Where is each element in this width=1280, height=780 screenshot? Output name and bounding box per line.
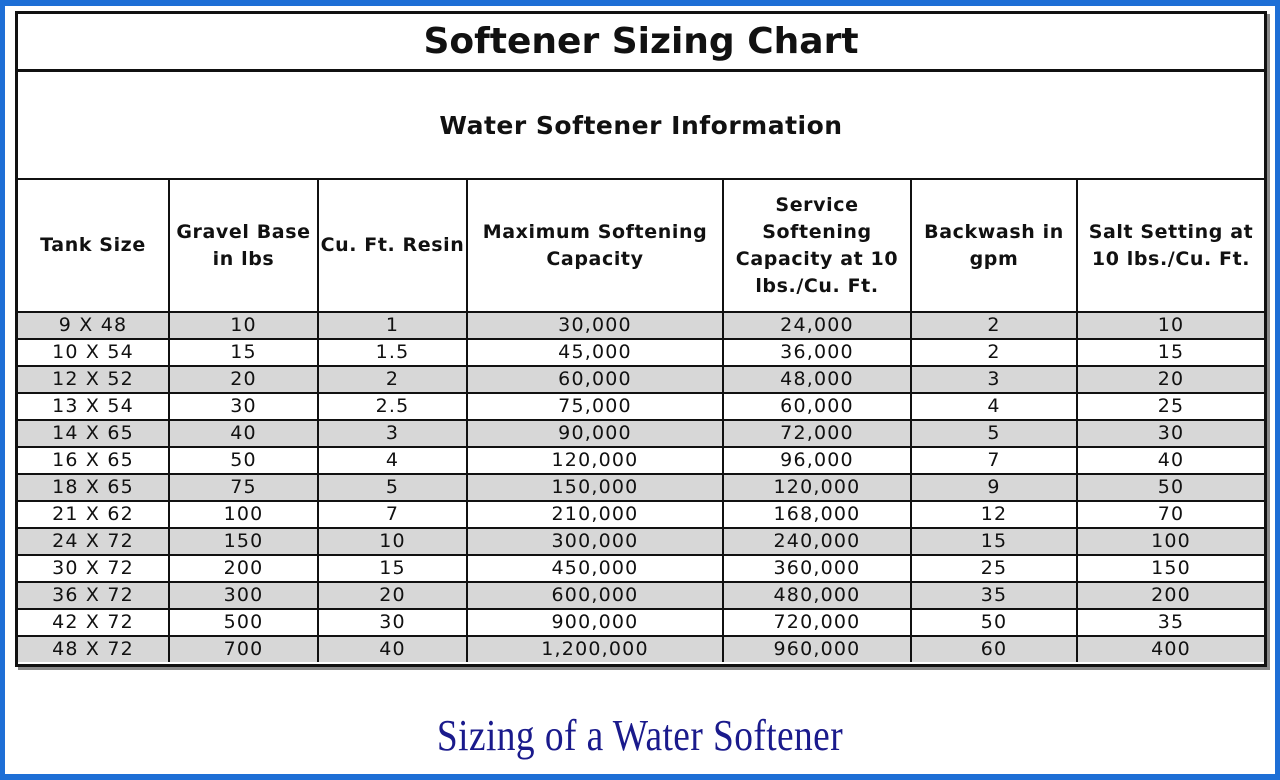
- table-row: [18, 393, 1264, 420]
- column-header: Tank Size: [18, 180, 169, 312]
- table-cell: 30,000: [467, 312, 723, 339]
- table-cell: 20: [169, 366, 318, 393]
- table-cell: 10: [318, 528, 467, 555]
- table-cell: 15: [1077, 339, 1264, 366]
- table-cell: 24 X 72: [18, 528, 169, 555]
- table-row: [18, 447, 1264, 474]
- table-row: [18, 366, 1264, 393]
- table-cell: 12 X 52: [18, 366, 169, 393]
- table-row: [18, 555, 1264, 582]
- column-header: Service Softening Capacity at 10 lbs./Cu. Ft.: [723, 180, 911, 312]
- sizing-chart: [15, 11, 1267, 667]
- table-cell: 40: [318, 636, 467, 662]
- table-cell: 1,200,000: [467, 636, 723, 662]
- table-cell: 60,000: [467, 366, 723, 393]
- column-header: Salt Setting at 10 lbs./Cu. Ft.: [1077, 180, 1264, 312]
- table-cell: 60,000: [723, 393, 911, 420]
- table-cell: 1: [318, 312, 467, 339]
- table-cell: 70: [1077, 501, 1264, 528]
- table-row: [18, 582, 1264, 609]
- table-row: [18, 636, 1264, 662]
- table-cell: 150: [169, 528, 318, 555]
- table-cell: 20: [1077, 366, 1264, 393]
- table-cell: 35: [911, 582, 1077, 609]
- table-row: [18, 420, 1264, 447]
- table-cell: 7: [911, 447, 1077, 474]
- table-cell: 200: [169, 555, 318, 582]
- table-cell: 60: [911, 636, 1077, 662]
- table-cell: 50: [169, 447, 318, 474]
- table-cell: 25: [1077, 393, 1264, 420]
- table-cell: 30 X 72: [18, 555, 169, 582]
- table-cell: 400: [1077, 636, 1264, 662]
- table-row: [18, 339, 1264, 366]
- table-cell: 21 X 62: [18, 501, 169, 528]
- table-cell: 36 X 72: [18, 582, 169, 609]
- table-cell: 5: [911, 420, 1077, 447]
- chart-title: Softener Sizing Chart: [18, 14, 1264, 72]
- table-cell: 360,000: [723, 555, 911, 582]
- table-cell: 2.5: [318, 393, 467, 420]
- table-cell: 30: [1077, 420, 1264, 447]
- table-cell: 720,000: [723, 609, 911, 636]
- table-cell: 18 X 65: [18, 474, 169, 501]
- table-cell: 40: [1077, 447, 1264, 474]
- table-cell: 30: [318, 609, 467, 636]
- table-cell: 30: [169, 393, 318, 420]
- column-header: Cu. Ft. Resin: [318, 180, 467, 312]
- table-cell: 45,000: [467, 339, 723, 366]
- table-cell: 2: [911, 339, 1077, 366]
- table-cell: 40: [169, 420, 318, 447]
- table-row: [18, 528, 1264, 555]
- table-cell: 13 X 54: [18, 393, 169, 420]
- table-cell: 15: [911, 528, 1077, 555]
- table-cell: 9 X 48: [18, 312, 169, 339]
- sizing-table: [18, 180, 1264, 662]
- header-row: [18, 180, 1264, 312]
- table-cell: 36,000: [723, 339, 911, 366]
- table-row: [18, 501, 1264, 528]
- table-cell: 14 X 65: [18, 420, 169, 447]
- table-cell: 100: [169, 501, 318, 528]
- table-body: [18, 312, 1264, 662]
- table-cell: 50: [911, 609, 1077, 636]
- table-cell: 35: [1077, 609, 1264, 636]
- table-cell: 4: [911, 393, 1077, 420]
- table-cell: 72,000: [723, 420, 911, 447]
- table-cell: 150: [1077, 555, 1264, 582]
- table-cell: 10 X 54: [18, 339, 169, 366]
- table-cell: 16 X 65: [18, 447, 169, 474]
- table-cell: 500: [169, 609, 318, 636]
- table-row: [18, 609, 1264, 636]
- table-cell: 48 X 72: [18, 636, 169, 662]
- table-cell: 168,000: [723, 501, 911, 528]
- table-cell: 1.5: [318, 339, 467, 366]
- caption-title: Sizing of a Water Softener: [436, 710, 844, 760]
- table-cell: 15: [169, 339, 318, 366]
- table-cell: 9: [911, 474, 1077, 501]
- table-cell: 240,000: [723, 528, 911, 555]
- table-cell: 2: [318, 366, 467, 393]
- table-cell: 20: [318, 582, 467, 609]
- column-header: Maximum Softening Capacity: [467, 180, 723, 312]
- table-cell: 210,000: [467, 501, 723, 528]
- table-cell: 10: [1077, 312, 1264, 339]
- table-cell: 300: [169, 582, 318, 609]
- table-cell: 700: [169, 636, 318, 662]
- table-cell: 4: [318, 447, 467, 474]
- table-cell: 200: [1077, 582, 1264, 609]
- table-cell: 5: [318, 474, 467, 501]
- table-row: [18, 474, 1264, 501]
- table-cell: 450,000: [467, 555, 723, 582]
- table-cell: 3: [911, 366, 1077, 393]
- table-cell: 960,000: [723, 636, 911, 662]
- table-cell: 480,000: [723, 582, 911, 609]
- table-cell: 42 X 72: [18, 609, 169, 636]
- table-cell: 75,000: [467, 393, 723, 420]
- table-cell: 24,000: [723, 312, 911, 339]
- column-header: Gravel Base in lbs: [169, 180, 318, 312]
- table-cell: 120,000: [467, 447, 723, 474]
- table-cell: 96,000: [723, 447, 911, 474]
- table-cell: 10: [169, 312, 318, 339]
- table-cell: 120,000: [723, 474, 911, 501]
- table-cell: 600,000: [467, 582, 723, 609]
- table-cell: 48,000: [723, 366, 911, 393]
- column-header: Backwash in gpm: [911, 180, 1077, 312]
- table-cell: 900,000: [467, 609, 723, 636]
- table-cell: 90,000: [467, 420, 723, 447]
- table-cell: 300,000: [467, 528, 723, 555]
- table-cell: 100: [1077, 528, 1264, 555]
- table-cell: 3: [318, 420, 467, 447]
- table-cell: 12: [911, 501, 1077, 528]
- table-cell: 2: [911, 312, 1077, 339]
- table-cell: 150,000: [467, 474, 723, 501]
- chart-subtitle: Water Softener Information: [18, 72, 1264, 181]
- table-cell: 25: [911, 555, 1077, 582]
- table-cell: 15: [318, 555, 467, 582]
- table-cell: 7: [318, 501, 467, 528]
- table-cell: 75: [169, 474, 318, 501]
- table-row: [18, 312, 1264, 339]
- table-cell: 50: [1077, 474, 1264, 501]
